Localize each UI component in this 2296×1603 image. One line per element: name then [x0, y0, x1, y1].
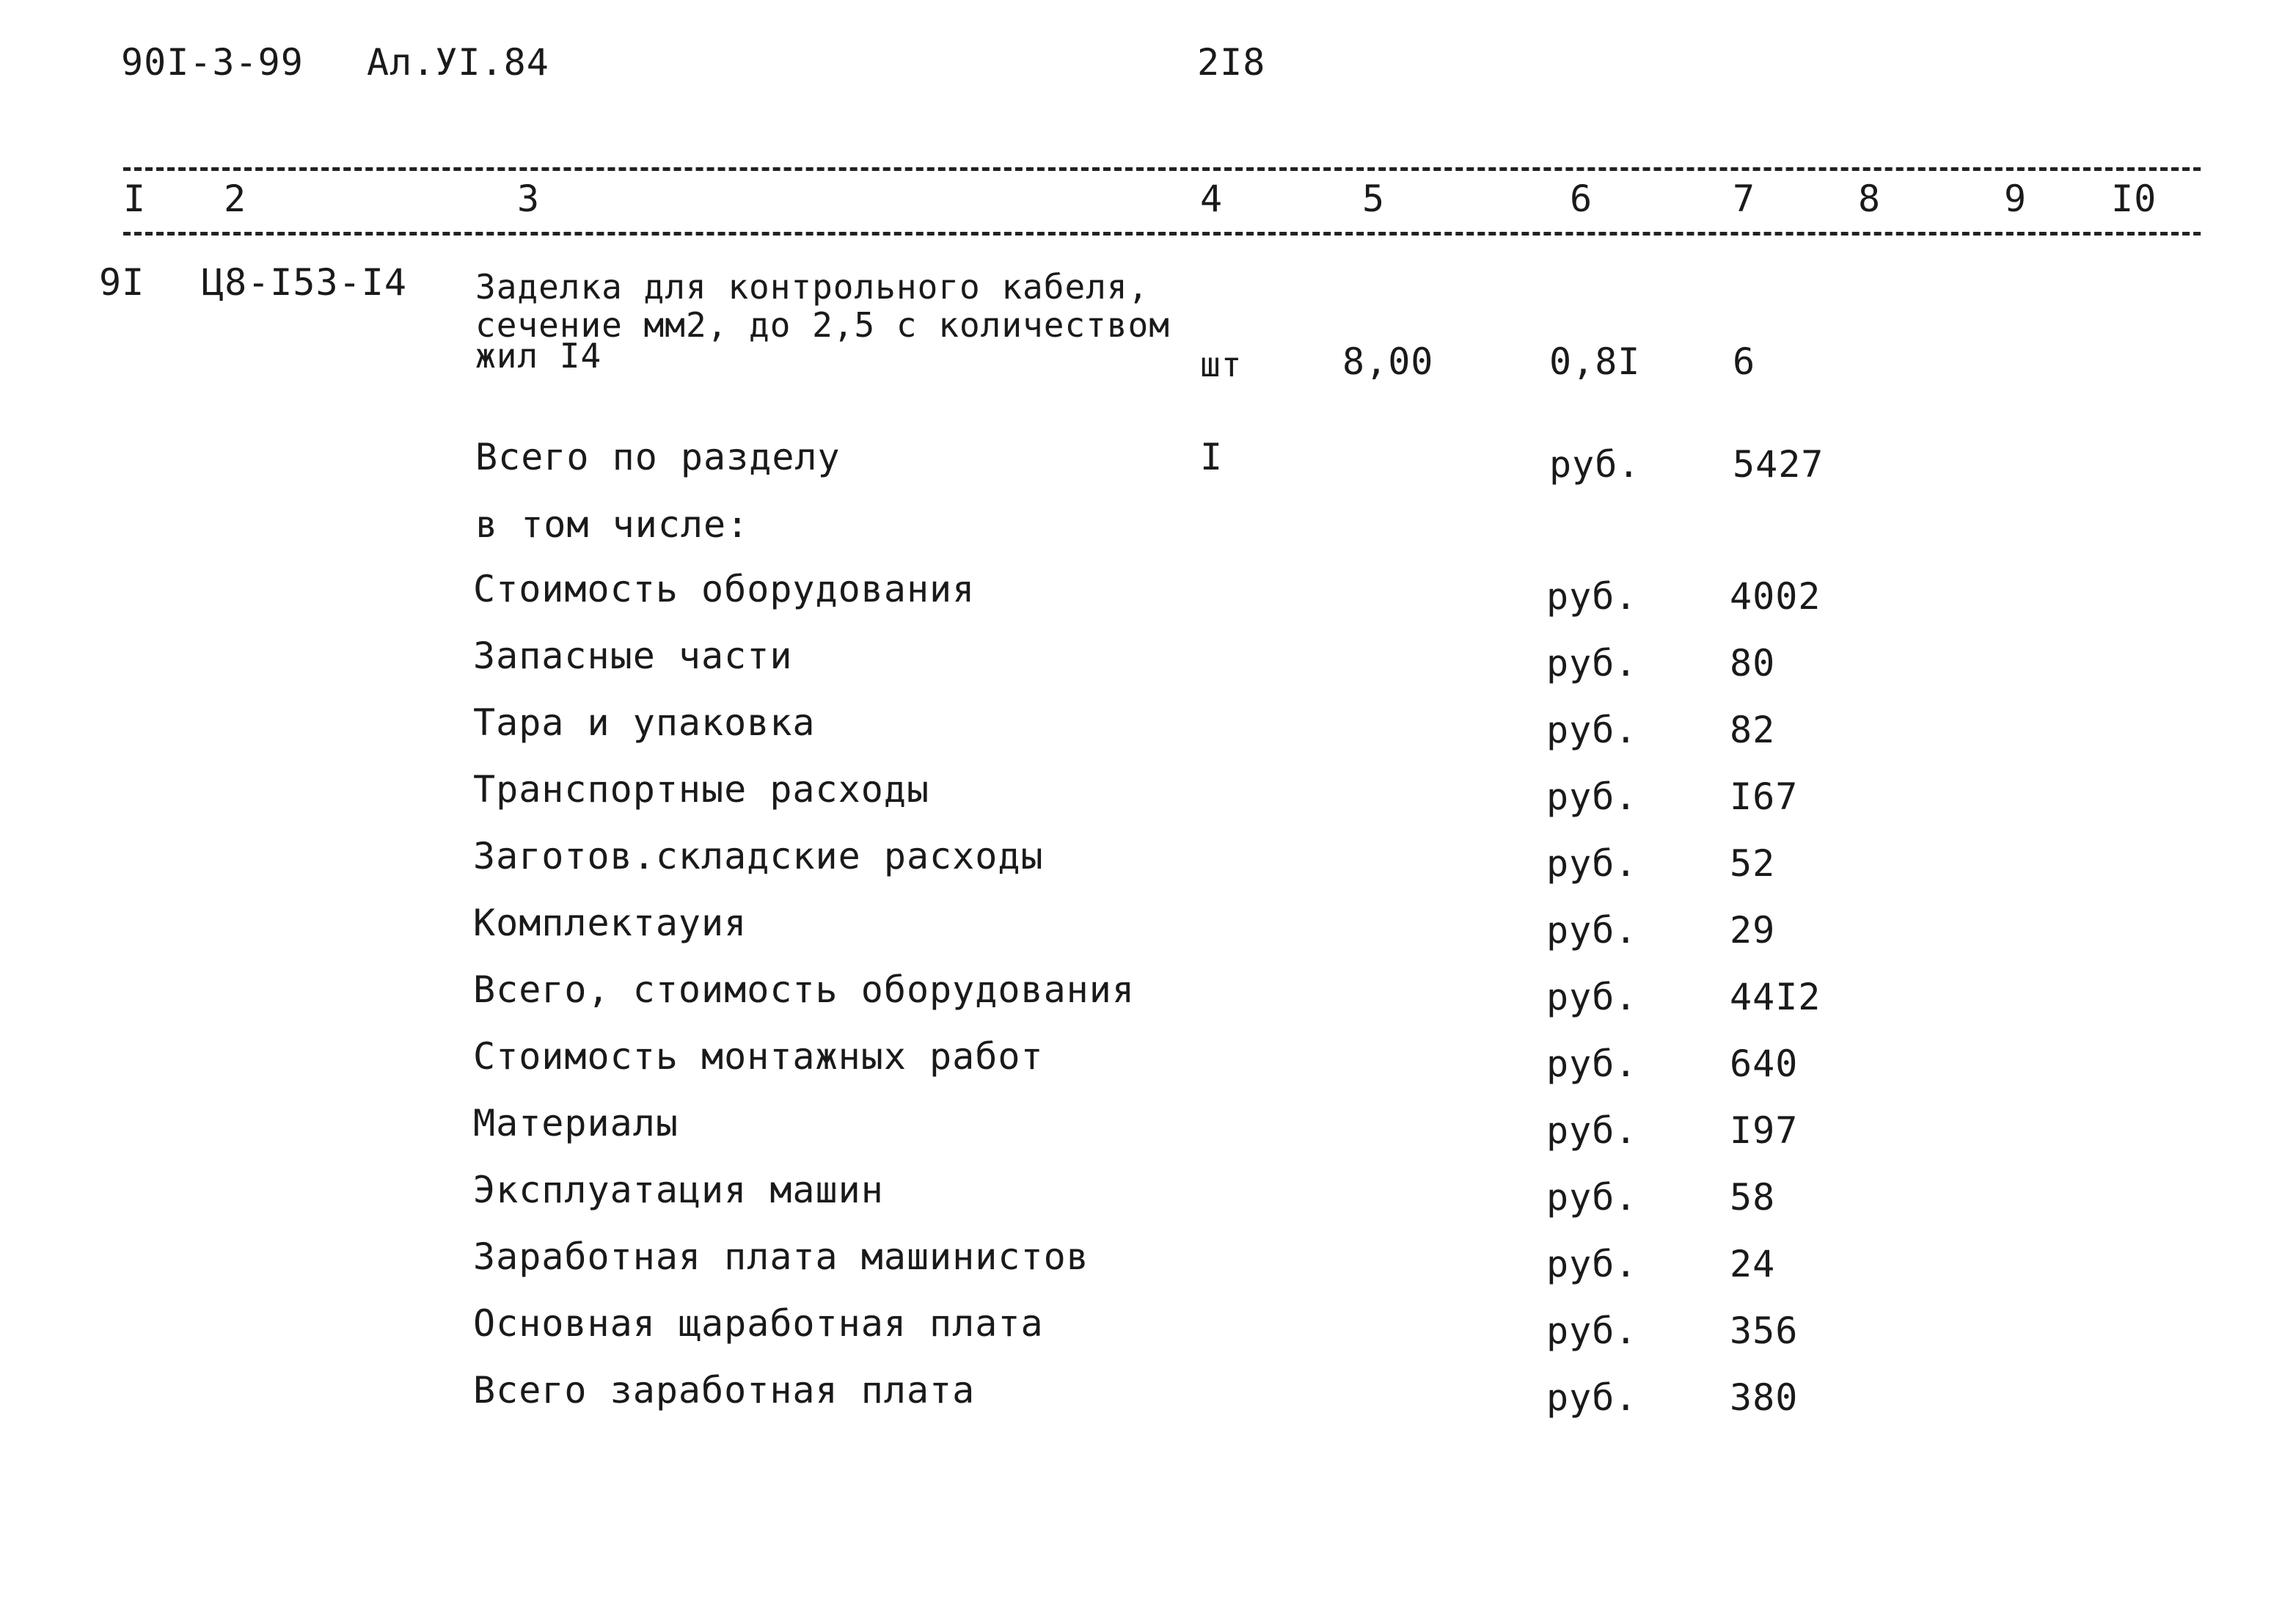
cost-row-value: 80: [1730, 642, 1776, 684]
column-header-7: 7: [1733, 178, 1756, 220]
cost-row-unit: руб.: [1546, 842, 1638, 885]
item-total: 6: [1733, 340, 1756, 383]
item-description-line-3: жил I4: [475, 336, 602, 376]
cost-row-value: I97: [1730, 1109, 1799, 1152]
item-unit: шт: [1200, 345, 1243, 384]
column-header-1: I: [123, 178, 147, 220]
cost-row-value: 58: [1730, 1176, 1776, 1219]
cost-row-unit: руб.: [1546, 575, 1638, 618]
album-number: Ал.УI.84: [367, 41, 549, 84]
cost-row-unit: руб.: [1546, 976, 1638, 1018]
summary-unit: руб.: [1549, 443, 1641, 486]
cost-row-unit: руб.: [1546, 909, 1638, 952]
cost-row-label: Всего, стоимость оборудования: [473, 968, 1135, 1011]
cost-row-label: Запасные части: [473, 635, 793, 677]
cost-row-value: 640: [1730, 1043, 1799, 1085]
cost-row-label: Заработная плата машинистов: [473, 1235, 1089, 1278]
item-quantity: 8,00: [1342, 340, 1434, 383]
cost-row-label: Основная щаработная плата: [473, 1302, 1044, 1345]
cost-row-label: Комплектауия: [473, 902, 747, 944]
cost-row-label: Заготов.складские расходы: [473, 835, 1044, 877]
cost-row-unit: руб.: [1546, 709, 1638, 751]
summary-value: 5427: [1733, 443, 1824, 486]
cost-row-unit: руб.: [1546, 1109, 1638, 1152]
cost-row-value: 82: [1730, 709, 1776, 751]
cost-row-unit: руб.: [1546, 775, 1638, 818]
cost-row-value: 29: [1730, 909, 1776, 952]
column-header-6: 6: [1570, 178, 1593, 220]
cost-row-label: Всего заработная плата: [473, 1369, 976, 1412]
item-number: 9I: [99, 261, 145, 304]
including-label: в том числе:: [475, 503, 750, 546]
column-header-3: 3: [517, 178, 541, 220]
cost-row-value: 380: [1730, 1376, 1799, 1419]
cost-row-unit: руб.: [1546, 642, 1638, 684]
cost-row-label: Транспортные расходы: [473, 768, 930, 811]
column-header-4: 4: [1200, 178, 1224, 220]
cost-row-unit: руб.: [1546, 1310, 1638, 1352]
cost-row-unit: руб.: [1546, 1176, 1638, 1219]
item-code: Ц8-I53-I4: [202, 261, 407, 304]
page-number: 2I8: [1197, 41, 1266, 84]
cost-row-label: Эксплуатация машин: [473, 1169, 884, 1211]
cost-row-value: 4002: [1730, 575, 1821, 618]
header-rule-top: [123, 167, 2201, 171]
summary-title: Всего по разделу: [475, 436, 841, 478]
cost-row-label: Стоимость оборудования: [473, 568, 976, 610]
cost-row-unit: руб.: [1546, 1376, 1638, 1419]
column-header-2: 2: [224, 178, 247, 220]
cost-row-label: Стоимость монтажных работ: [473, 1035, 1044, 1078]
cost-row-label: Тара и упаковка: [473, 701, 816, 744]
summary-section-number: I: [1200, 436, 1224, 478]
project-code: 90I-3-99: [121, 41, 304, 84]
cost-row-value: I67: [1730, 775, 1799, 818]
cost-row-value: 52: [1730, 842, 1776, 885]
column-header-9: 9: [2004, 178, 2028, 220]
header-rule-bottom: [123, 232, 2201, 235]
column-header-8: 8: [1858, 178, 1882, 220]
cost-row-unit: руб.: [1546, 1243, 1638, 1285]
cost-row-value: 44I2: [1730, 976, 1821, 1018]
cost-row-label: Материалы: [473, 1102, 679, 1144]
cost-row-value: 356: [1730, 1310, 1799, 1352]
item-description-line-1: Заделка для контрольного кабеля,: [475, 267, 1149, 307]
item-description-line-2: сечение мм2, до 2,5 с количеством: [475, 305, 1170, 345]
cost-row-value: 24: [1730, 1243, 1776, 1285]
cost-row-unit: руб.: [1546, 1043, 1638, 1085]
item-unit-value: 0,8I: [1549, 340, 1641, 383]
column-header-10: I0: [2111, 178, 2157, 220]
column-header-5: 5: [1362, 178, 1386, 220]
